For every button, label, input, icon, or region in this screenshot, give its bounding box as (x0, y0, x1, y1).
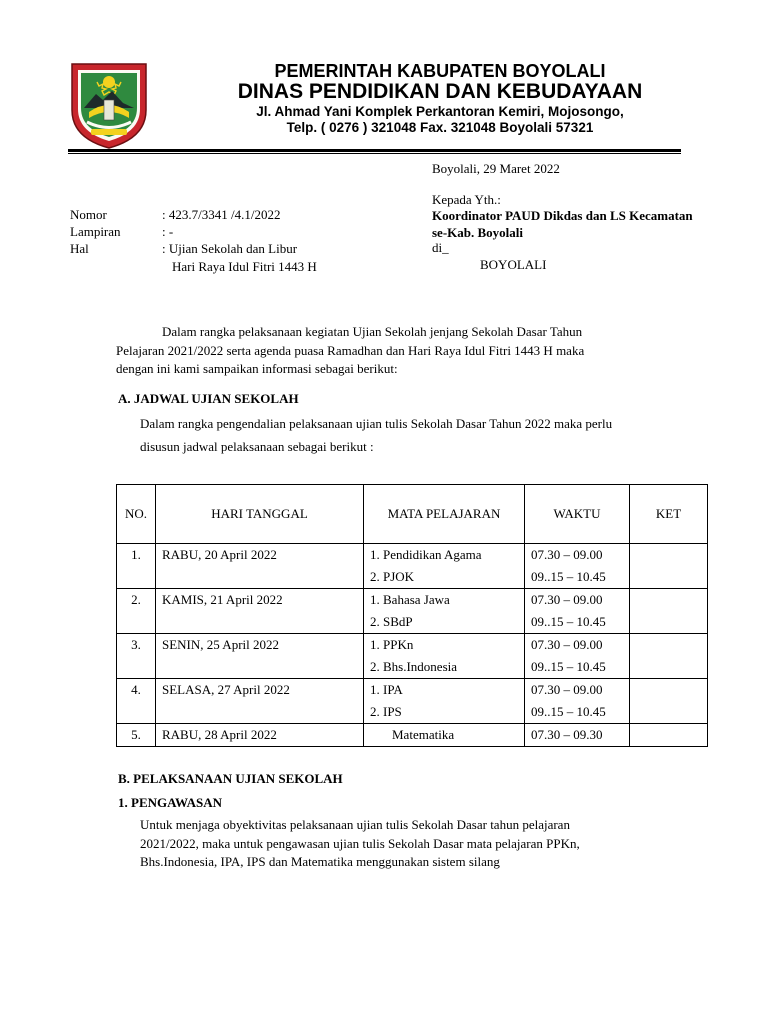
header-day-date: HARI TANGGAL (156, 485, 364, 544)
table-row (117, 544, 708, 589)
row-no: 2. (117, 589, 156, 634)
letterhead-divider-thin (68, 153, 681, 154)
row-day: SENIN, 25 April 2022 (156, 634, 364, 679)
subject-item: Matematika (392, 727, 455, 742)
row-day: KAMIS, 21 April 2022 (156, 589, 364, 634)
recipient-city: BOYOLALI (480, 257, 547, 272)
header-subject: MATA PELAJARAN (364, 485, 525, 544)
subject-item: 1. Pendidikan Agama (370, 547, 482, 562)
row-ket (630, 589, 708, 634)
row-subjects (364, 634, 525, 679)
row-day: RABU, 28 April 2022 (156, 724, 364, 747)
section-b-paragraph (140, 816, 698, 872)
recipient-di: di_ (432, 240, 449, 255)
hal-value: : Ujian Sekolah dan Libur (162, 241, 298, 256)
time-item: 09..15 – 10.45 (531, 659, 606, 674)
row-ket (630, 634, 708, 679)
table-row (117, 589, 708, 634)
recipient-area: se-Kab. Boyolali (432, 225, 524, 240)
row-day: SELASA, 27 April 2022 (156, 679, 364, 724)
row-times (525, 589, 630, 634)
table-row (117, 634, 708, 679)
time-item: 07.30 – 09.00 (531, 637, 603, 652)
lampiran-label: Lampiran (70, 224, 121, 239)
section-b-heading: B. PELAKSANAAN UJIAN SEKOLAH (118, 771, 343, 786)
row-subjects (364, 544, 525, 589)
intro-line-2: Pelajaran 2021/2022 serta agenda puasa Ramadhan dan Hari Raya Idul Fitri 1443 H maka (116, 342, 585, 358)
header-ket: KET (630, 485, 708, 544)
table-row (117, 679, 708, 724)
time-item: 07.30 – 09.00 (531, 592, 603, 607)
time-item: 07.30 – 09.00 (531, 682, 603, 697)
exam-schedule-table (116, 484, 708, 747)
row-ket (630, 724, 708, 747)
letterhead-department: DINAS PENDIDIKAN DAN KEBUDAYAAN (237, 80, 643, 103)
section-a-heading: A. JADWAL UJIAN SEKOLAH (118, 391, 299, 406)
subject-item: 2. IPS (370, 704, 402, 719)
section-b-subheading: 1. PENGAWASAN (118, 795, 223, 810)
section-b-line-3: Bhs.Indonesia, IPA, IPS dan Matematika menggunakan sistem silang (140, 854, 500, 869)
row-no: 5. (117, 724, 156, 747)
subject-item: 1. IPA (370, 682, 403, 697)
subject-item: 2. SBdP (370, 614, 413, 629)
lampiran-value: : - (162, 224, 174, 239)
header-no: NO. (117, 485, 156, 544)
section-a-line-1: Dalam rangka pengendalian pelaksanaan ujian tulis Sekolah Dasar Tahun 2022 maka perlu (140, 416, 613, 431)
section-b-line-2: 2021/2022, maka untuk pengawasan ujian tulis Sekolah Dasar mata pelajaran PPKn, (140, 835, 580, 851)
hal-value-continued: Hari Raya Idul Fitri 1443 H (172, 259, 317, 274)
table-row (117, 724, 708, 747)
time-item: 09..15 – 10.45 (531, 704, 606, 719)
letterhead-address: Jl. Ahmad Yani Komplek Perkantoran Kemiri, Mojosongo, (256, 104, 624, 119)
letterhead-contact: Telp. ( 0276 ) 321048 Fax. 321048 Boyolali 57321 (286, 120, 594, 135)
letterhead-government: PEMERINTAH KABUPATEN BOYOLALI (274, 61, 606, 81)
header-time: WAKTU (525, 485, 630, 544)
row-ket (630, 679, 708, 724)
row-subjects (364, 679, 525, 724)
row-times (525, 544, 630, 589)
recipient-name: Koordinator PAUD Dikdas dan LS Kecamatan (432, 208, 693, 223)
letter-date: Boyolali, 29 Maret 2022 (432, 161, 560, 176)
time-item: 09..15 – 10.45 (531, 614, 606, 629)
table-header-row (117, 485, 708, 544)
nomor-label: Nomor (70, 207, 107, 222)
letterhead-divider-thick (68, 149, 681, 152)
row-times (525, 634, 630, 679)
section-b-line-1: Untuk menjaga obyektivitas pelaksanaan ujian tulis Sekolah Dasar tahun pelajaran (140, 817, 570, 832)
row-subjects (364, 589, 525, 634)
subject-item: 2. PJOK (370, 569, 415, 584)
subject-item: 2. Bhs.Indonesia (370, 659, 458, 674)
time-item: 07.30 – 09.00 (531, 547, 603, 562)
boyolali-emblem-icon (67, 58, 151, 150)
section-a-line-2: disusun jadwal pelaksanaan sebagai berikut : (140, 439, 374, 454)
recipient-salutation: Kepada Yth.: (432, 192, 501, 207)
subject-item: 1. Bahasa Jawa (370, 592, 450, 607)
row-day: RABU, 20 April 2022 (156, 544, 364, 589)
row-ket (630, 544, 708, 589)
nomor-value: : 423.7/3341 /4.1/2022 (162, 207, 281, 222)
intro-paragraph (116, 323, 698, 379)
row-times (525, 724, 630, 747)
time-item: 09..15 – 10.45 (531, 569, 606, 584)
hal-label: Hal (70, 241, 89, 256)
row-no: 3. (117, 634, 156, 679)
row-times (525, 679, 630, 724)
subject-item: 1. PPKn (370, 637, 414, 652)
row-no: 1. (117, 544, 156, 589)
time-item: 07.30 – 09.30 (531, 727, 603, 742)
row-no: 4. (117, 679, 156, 724)
intro-line-3: dengan ini kami sampaikan informasi sebagai berikut: (116, 361, 398, 376)
row-subjects (364, 724, 525, 747)
intro-line-1: Dalam rangka pelaksanaan kegiatan Ujian Sekolah jenjang Sekolah Dasar Tahun (162, 324, 583, 339)
